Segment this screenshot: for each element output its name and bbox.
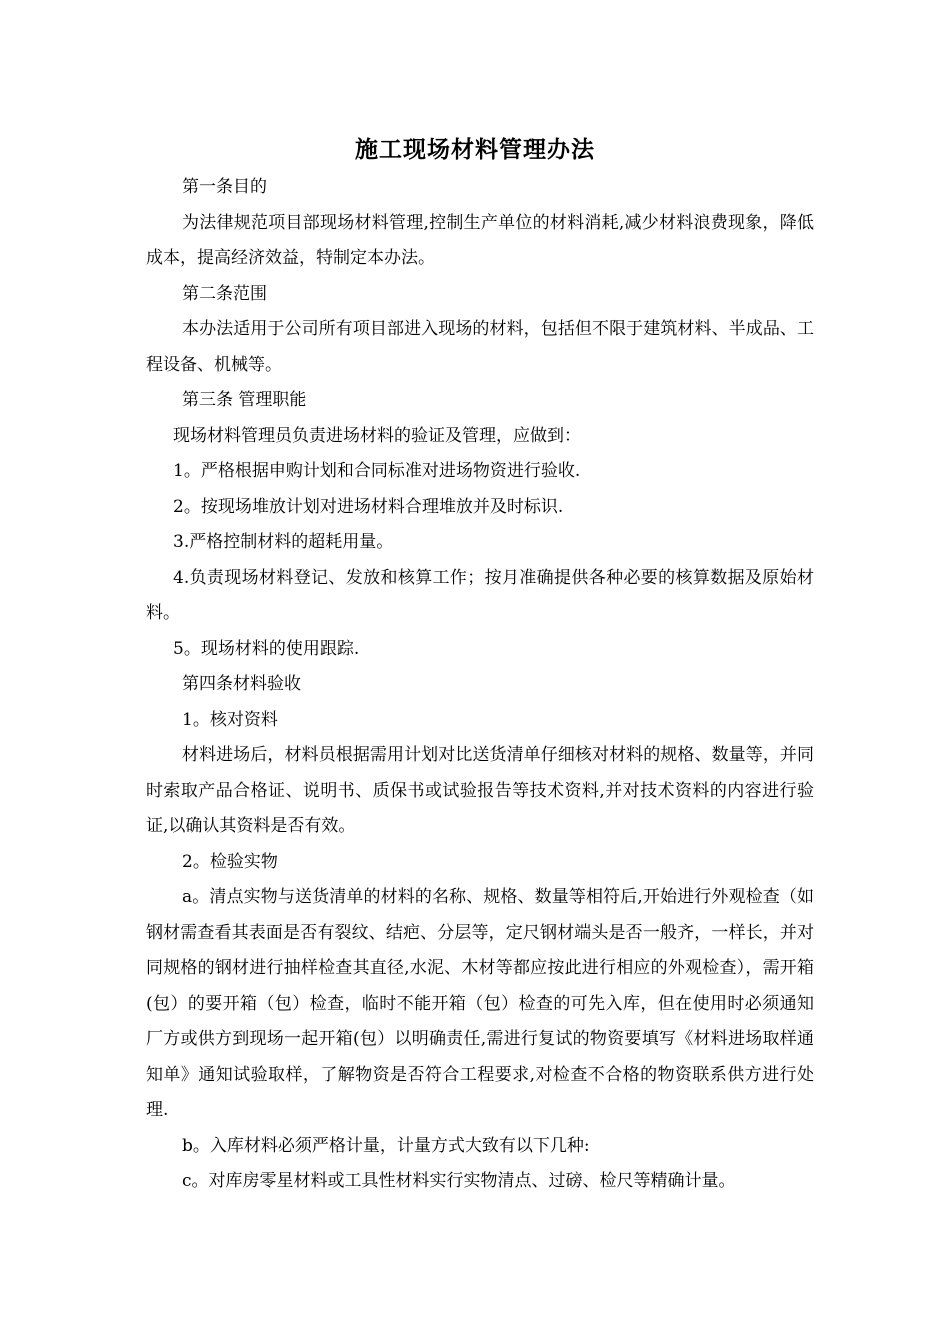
section-heading-purpose: 第一条目的 <box>182 177 267 197</box>
section-heading-scope: 第二条范围 <box>182 283 267 304</box>
paragraph-check-documents: 材料进场后，材料员根据需用计划对比送货清单仔细核对材料的规格、数量等，并同时索取产品合格证、说明书、质保书或试验报告等技术资料,并对技术资料的内容进行验证,以确认其资料是否有效。 <box>146 745 814 836</box>
paragraph-purpose: 为法律规范项目部现场材料管理,控制生产单位的材料消耗,减少材料浪费现象，降低成本，提高经济效益，特制定本办法。 <box>146 212 814 268</box>
subheading-inspect-goods: 2。检验实物 <box>182 851 278 872</box>
list-item-duty-3: 3.严格控制材料的超耗用量。 <box>173 532 394 552</box>
document-title: 施工现场材料管理办法 <box>355 136 595 163</box>
document-body <box>146 170 814 1200</box>
section-heading-duties: 第三条 管理职能 <box>182 390 307 410</box>
paragraph-duties-intro: 现场材料管理员负责进场材料的验证及管理，应做到： <box>173 425 581 446</box>
list-item-duty-2: 2。按现场堆放计划对进场材料合理堆放并及时标识. <box>173 496 564 517</box>
section-heading-acceptance: 第四条材料验收 <box>182 674 301 694</box>
paragraph-inspect-c: c。对库房零星材料或工具性材料实行实物清点、过磅、检尺等精确计量。 <box>182 1171 736 1191</box>
paragraph-scope: 本办法适用于公司所有项目部进入现场的材料，包括但不限于建筑材料、半成品、工程设备、机械等。 <box>146 319 814 375</box>
paragraph-inspect-b: b。入库材料必须严格计量，计量方式大致有以下几种: <box>182 1135 590 1156</box>
subheading-check-documents: 1。核对资料 <box>182 709 278 730</box>
list-item-duty-1: 1。严格根据申购计划和合同标准对进场物资进行验收. <box>173 461 581 481</box>
list-item-duty-5: 5。现场材料的使用跟踪. <box>173 638 360 659</box>
paragraph-inspect-a: a。清点实物与送货清单的材料的名称、规格、数量等相符后,开始进行外观检查（如钢材需查看其表面是否有裂纹、结疤、分层等，定尺钢材端头是否一般齐，一样长，并对同规格的钢材进行抽样检查其直径,水泥、木材等都应按此进行相应的外观检查），需开箱(包）的要开箱（包）检查，临时不能开箱（包）检查的可先入库，但在使用时必须通知厂方或供方到现场一起开箱(包）以明确责任,需进行复试的物资要填写《材料进场取样通知单》通知试验取样，了解物资是否符合工程要求,对检查不合格的物资联系供方进行处理. <box>146 887 814 1120</box>
list-item-duty-4: 4.负责现场材料登记、发放和核算工作；按月准确提供各种必要的核算数据及原始材料。 <box>146 567 814 623</box>
